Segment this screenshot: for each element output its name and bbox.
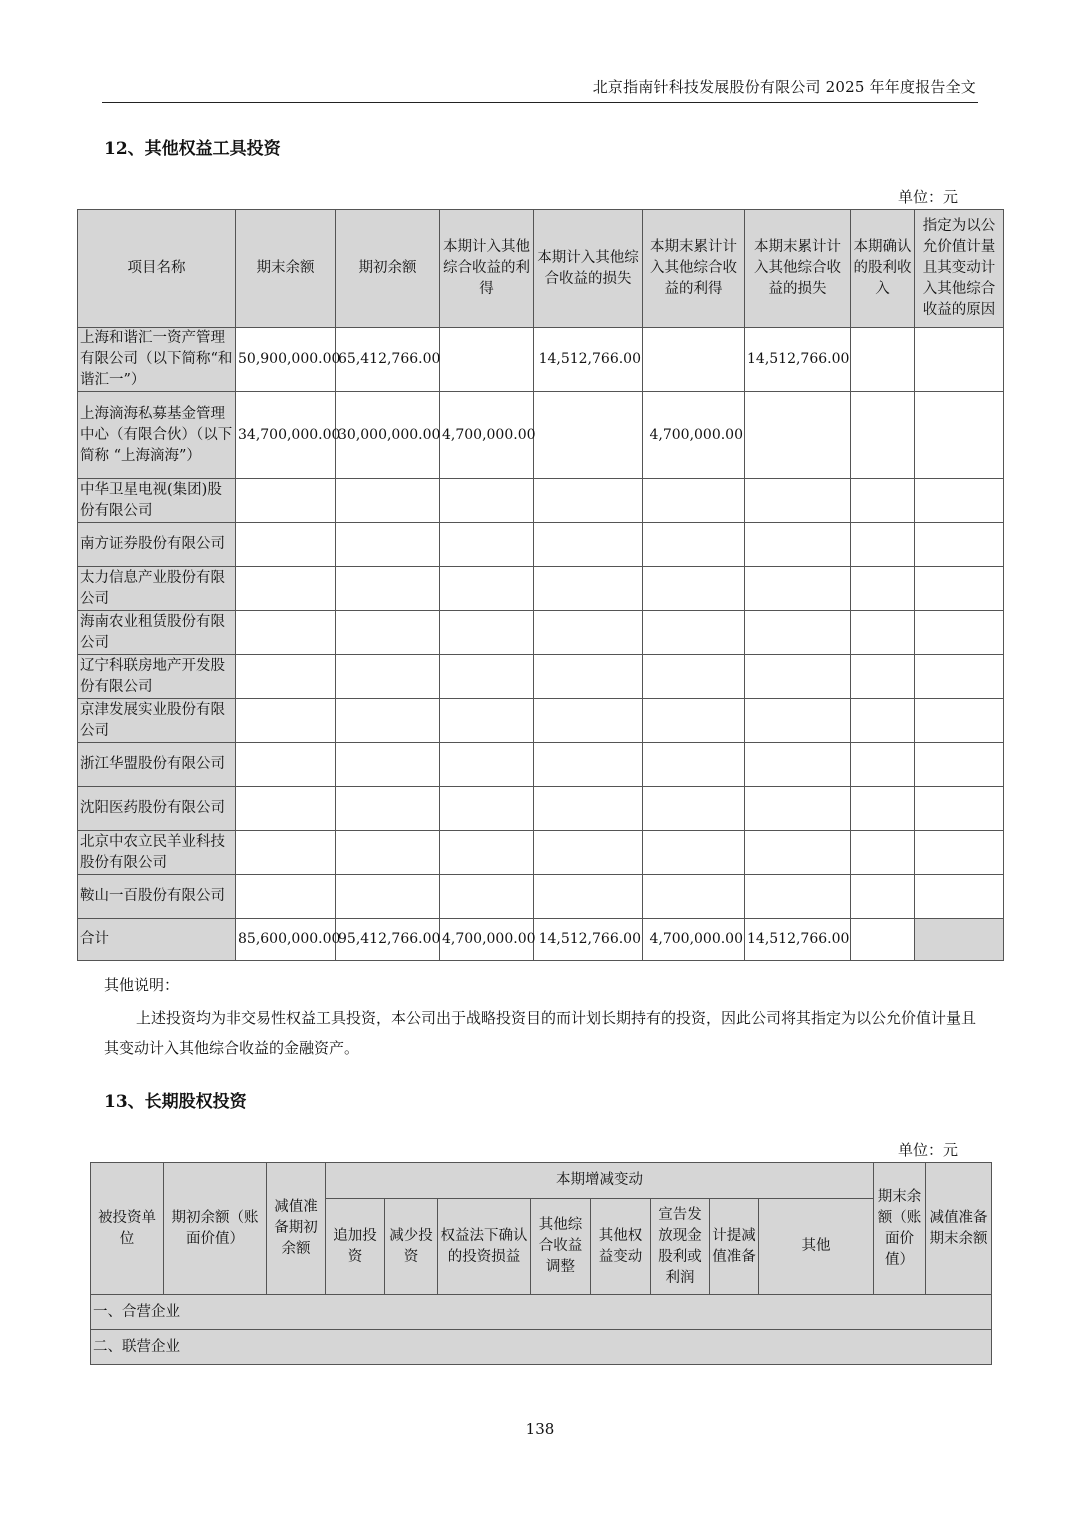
cell-value [236, 479, 336, 523]
cell-value [915, 875, 1004, 919]
cell-value [440, 611, 534, 655]
cell-value [915, 328, 1004, 392]
col-item-name: 项目名称 [78, 210, 236, 328]
col-impairment-closing: 减值准备期末余额 [926, 1163, 992, 1295]
cell-value [236, 831, 336, 875]
cell-value [236, 611, 336, 655]
col-designation-reason: 指定为以公允价值计量且其变动计入其他综合收益的原因 [915, 210, 1004, 328]
other-equity-investments-table [77, 209, 1004, 961]
cell-value: 14,512,766.00 [534, 328, 643, 392]
cell-value: 4,700,000.00 [440, 392, 534, 479]
cell-value [440, 523, 534, 567]
table-row [78, 523, 1004, 567]
col-other: 其他 [759, 1199, 874, 1295]
row-name: 浙江华盟股份有限公司 [78, 743, 236, 787]
cell-value [851, 743, 915, 787]
cell-value [745, 567, 851, 611]
total-value: 85,600,000.00 [236, 919, 336, 961]
cell-value [643, 699, 745, 743]
page-number: 138 [525, 1420, 555, 1438]
cell-value [851, 328, 915, 392]
col-cumulative-oci-loss: 本期末累计计入其他综合收益的损失 [745, 210, 851, 328]
table-row [78, 787, 1004, 831]
category-row [91, 1330, 992, 1365]
row-name: 太力信息产业股份有限公司 [78, 567, 236, 611]
table-row [78, 328, 1004, 392]
cell-value [336, 479, 440, 523]
cell-value [440, 699, 534, 743]
row-name: 辽宁科联房地产开发股份有限公司 [78, 655, 236, 699]
cell-value [851, 567, 915, 611]
cell-value [534, 479, 643, 523]
cell-value [336, 567, 440, 611]
total-label: 合计 [78, 919, 236, 961]
row-name: 上海和谐汇一资产管理有限公司（以下简称“和谐汇一”） [78, 328, 236, 392]
cell-value [643, 523, 745, 567]
cell-value [236, 875, 336, 919]
cell-value [851, 392, 915, 479]
row-name: 鞍山一百股份有限公司 [78, 875, 236, 919]
cell-value [534, 743, 643, 787]
col-closing-book-value: 期末余额（账面价值） [874, 1163, 926, 1295]
col-declared-dividends: 宣告发放现金股利或利润 [651, 1199, 710, 1295]
cell-value [745, 479, 851, 523]
cell-value [534, 831, 643, 875]
cell-value [336, 699, 440, 743]
col-other-equity-change: 其他权益变动 [591, 1199, 651, 1295]
table-row [78, 699, 1004, 743]
section-12-title: 12、其他权益工具投资 [104, 139, 281, 159]
cell-value [236, 743, 336, 787]
total-value: 14,512,766.00 [534, 919, 643, 961]
cell-value [745, 611, 851, 655]
row-name: 上海滴海私募基金管理中心（有限合伙）（以下简称 “上海滴海”） [78, 392, 236, 479]
cell-value [643, 655, 745, 699]
cell-value [851, 699, 915, 743]
category-row [91, 1295, 992, 1330]
cell-value [440, 743, 534, 787]
other-notes-label: 其他说明： [104, 976, 180, 994]
row-name: 中华卫星电视(集团)股份有限公司 [78, 479, 236, 523]
category-associates: 二、联营企业 [91, 1330, 992, 1365]
cell-value [336, 831, 440, 875]
cell-value [236, 787, 336, 831]
cell-value [915, 479, 1004, 523]
col-period-oci-gain: 本期计入其他综合收益的利得 [440, 210, 534, 328]
col-group-period-changes: 本期增减变动 [326, 1163, 874, 1199]
cell-value [336, 743, 440, 787]
table-row [78, 611, 1004, 655]
col-opening-book-value: 期初余额（账面价值） [164, 1163, 267, 1295]
cell-value [915, 787, 1004, 831]
cell-value [915, 523, 1004, 567]
total-value [851, 919, 915, 961]
cell-value [336, 875, 440, 919]
cell-value [915, 699, 1004, 743]
cell-value [745, 392, 851, 479]
cell-value [336, 787, 440, 831]
cell-value [915, 611, 1004, 655]
total-value [915, 919, 1004, 961]
cell-value [915, 567, 1004, 611]
cell-value [440, 328, 534, 392]
cell-value [745, 523, 851, 567]
table-row [78, 567, 1004, 611]
cell-value [851, 479, 915, 523]
col-opening-balance: 期初余额 [336, 210, 440, 328]
cell-value [440, 479, 534, 523]
cell-value [236, 523, 336, 567]
cell-value [915, 743, 1004, 787]
row-name: 沈阳医药股份有限公司 [78, 787, 236, 831]
cell-value [236, 655, 336, 699]
col-oci-adjustment: 其他综合收益调整 [531, 1199, 591, 1295]
col-reduced-investment: 减少投资 [385, 1199, 438, 1295]
cell-value [851, 831, 915, 875]
col-dividend-income: 本期确认的股利收入 [851, 210, 915, 328]
cell-value [643, 743, 745, 787]
cell-value [534, 392, 643, 479]
total-value: 4,700,000.00 [643, 919, 745, 961]
col-additional-investment: 追加投资 [326, 1199, 385, 1295]
cell-value: 14,512,766.00 [745, 328, 851, 392]
cell-value [336, 655, 440, 699]
cell-value [440, 567, 534, 611]
cell-value [915, 392, 1004, 479]
total-value: 95,412,766.00 [336, 919, 440, 961]
cell-value [745, 875, 851, 919]
cell-value [643, 831, 745, 875]
cell-value: 4,700,000.00 [643, 392, 745, 479]
row-name: 京津发展实业股份有限公司 [78, 699, 236, 743]
cell-value [440, 875, 534, 919]
table-row [78, 479, 1004, 523]
row-name: 南方证券股份有限公司 [78, 523, 236, 567]
col-impairment-provision: 计提减值准备 [710, 1199, 759, 1295]
cell-value [440, 787, 534, 831]
cell-value: 34,700,000.00 [236, 392, 336, 479]
other-notes-text: 上述投资均为非交易性权益工具投资，本公司出于战略投资目的而计划长期持有的投资，因此公司将其指定为以公允价值计量且其变动计入其他综合收益的金融资产。 [104, 1009, 977, 1057]
cell-value [643, 787, 745, 831]
cell-value [851, 875, 915, 919]
cell-value [336, 523, 440, 567]
cell-value [534, 655, 643, 699]
cell-value [236, 567, 336, 611]
table-row [78, 831, 1004, 875]
cell-value: 65,412,766.00 [336, 328, 440, 392]
col-closing-balance: 期末余额 [236, 210, 336, 328]
cell-value [745, 655, 851, 699]
cell-value [745, 699, 851, 743]
cell-value [851, 523, 915, 567]
total-value: 14,512,766.00 [745, 919, 851, 961]
cell-value [236, 699, 336, 743]
cell-value [534, 611, 643, 655]
cell-value: 30,000,000.00 [336, 392, 440, 479]
row-name: 北京中农立民羊业科技股份有限公司 [78, 831, 236, 875]
section-13-unit: 单位：元 [897, 1141, 958, 1159]
table-row [78, 743, 1004, 787]
col-impairment-opening: 减值准备期初余额 [267, 1163, 326, 1295]
cell-value [534, 699, 643, 743]
cell-value [643, 611, 745, 655]
cell-value [534, 787, 643, 831]
report-header-title: 北京指南针科技发展股份有限公司 2025 年年度报告全文 [592, 78, 976, 96]
total-value: 4,700,000.00 [440, 919, 534, 961]
row-name: 海南农业租赁股份有限公司 [78, 611, 236, 655]
col-equity-method-gain-loss: 权益法下确认的投资损益 [438, 1199, 531, 1295]
cell-value [851, 655, 915, 699]
section-12-unit: 单位：元 [897, 188, 958, 206]
cell-value [440, 655, 534, 699]
cell-value [440, 831, 534, 875]
long-term-equity-investments-table [90, 1162, 992, 1365]
section-13-title: 13、长期股权投资 [104, 1092, 247, 1112]
cell-value [534, 875, 643, 919]
cell-value [851, 787, 915, 831]
category-joint-ventures: 一、合营企业 [91, 1295, 992, 1330]
cell-value [915, 655, 1004, 699]
col-invested-entity: 被投资单位 [91, 1163, 164, 1295]
cell-value [643, 567, 745, 611]
cell-value [643, 875, 745, 919]
total-row [78, 919, 1004, 961]
cell-value [745, 831, 851, 875]
table-row [78, 875, 1004, 919]
cell-value [336, 611, 440, 655]
cell-value [745, 787, 851, 831]
cell-value [851, 611, 915, 655]
cell-value [534, 567, 643, 611]
cell-value [745, 743, 851, 787]
table-row [78, 655, 1004, 699]
cell-value [643, 328, 745, 392]
col-cumulative-oci-gain: 本期末累计计入其他综合收益的利得 [643, 210, 745, 328]
table-row [78, 392, 1004, 479]
cell-value [643, 479, 745, 523]
header-divider [102, 102, 978, 103]
cell-value: 50,900,000.00 [236, 328, 336, 392]
cell-value [534, 523, 643, 567]
col-period-oci-loss: 本期计入其他综合收益的损失 [534, 210, 643, 328]
cell-value [915, 831, 1004, 875]
